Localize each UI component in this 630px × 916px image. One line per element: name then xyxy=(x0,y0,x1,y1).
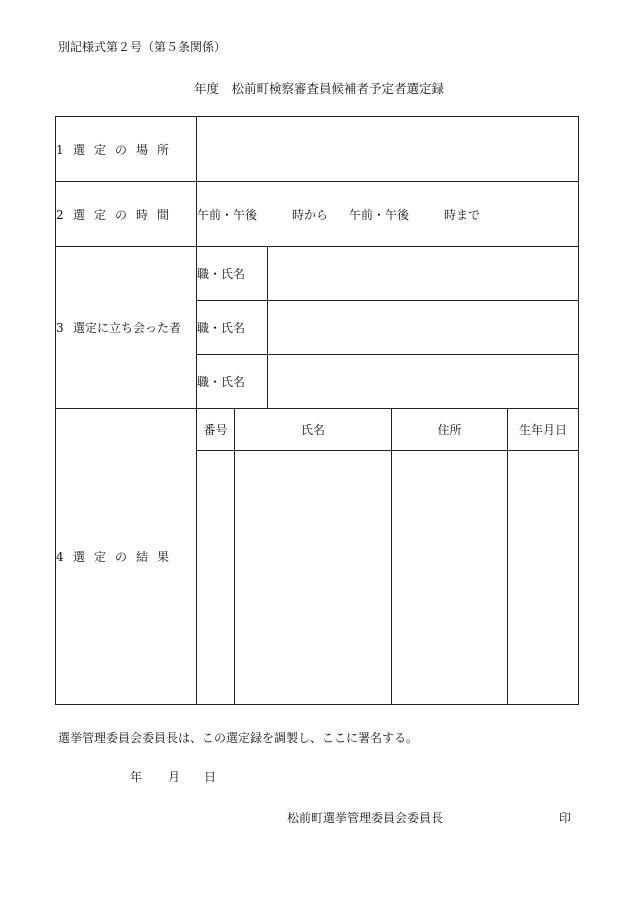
col-header-birthdate: 生年月日 xyxy=(508,409,579,451)
witness-3-label: 職・氏名 xyxy=(197,355,268,409)
witness-1-label: 職・氏名 xyxy=(197,247,268,301)
result-birthdate-cell[interactable] xyxy=(508,451,579,705)
result-label: 4 選 定 の 結 果 xyxy=(56,409,197,705)
row-place xyxy=(56,117,579,182)
time-to-ampm: 午前・午後 xyxy=(349,207,410,222)
col-header-number: 番号 xyxy=(197,409,235,451)
form-number: 別記様式第２号（第５条関係） xyxy=(58,40,227,54)
time-to-suffix: 時まで xyxy=(444,207,481,222)
seal-mark: 印 xyxy=(559,811,572,825)
document-title: 年度 松前町検察審査員候補者予定者選定録 xyxy=(194,81,445,96)
time-value-cell[interactable] xyxy=(197,182,579,247)
time-from-suffix: 時から xyxy=(292,207,329,222)
time-from-ampm: 午前・午後 xyxy=(197,207,258,222)
place-num: 1 xyxy=(56,142,64,157)
col-header-address: 住所 xyxy=(392,409,508,451)
witness-label: 3 選定に立ち会った者 xyxy=(56,247,197,409)
row-time xyxy=(56,182,579,247)
place-label: 1 選 定 の 場 所 xyxy=(56,117,197,182)
date-line xyxy=(130,768,216,785)
witness-3-field[interactable] xyxy=(268,355,579,409)
row-witness-1 xyxy=(56,247,579,301)
result-address-cell[interactable] xyxy=(392,451,508,705)
signatory-title: 松前町選挙管理委員会委員長 xyxy=(287,811,444,825)
result-number-cell[interactable] xyxy=(197,451,235,705)
witness-2-label: 職・氏名 xyxy=(197,301,268,355)
selection-record-table xyxy=(55,116,579,705)
col-header-name: 氏名 xyxy=(235,409,392,451)
row-result-header xyxy=(56,409,579,451)
date-day: 日 xyxy=(204,770,217,784)
date-month: 月 xyxy=(168,770,181,784)
place-value-cell[interactable] xyxy=(197,117,579,182)
witness-1-field[interactable] xyxy=(268,247,579,301)
witness-2-field[interactable] xyxy=(268,301,579,355)
date-year: 年 xyxy=(130,770,143,784)
result-name-cell[interactable] xyxy=(235,451,392,705)
time-label: 2 選 定 の 時 間 xyxy=(56,182,197,247)
certification-statement: 選挙管理委員会委員長は、この選定録を調製し、ここに署名する。 xyxy=(58,731,419,745)
